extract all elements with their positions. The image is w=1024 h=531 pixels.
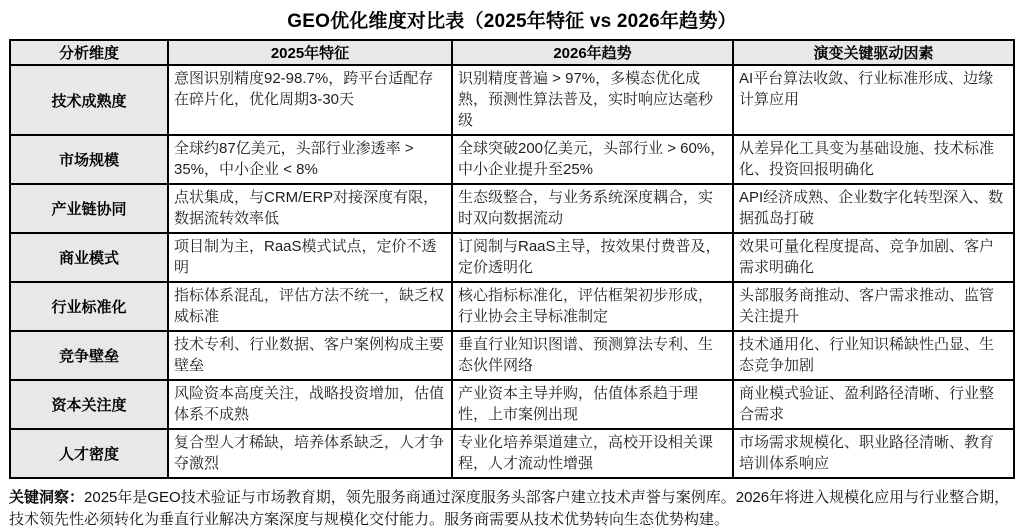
cell-drivers: 技术通用化、行业知识稀缺性凸显、生态竞争加剧	[733, 331, 1014, 380]
row-label: 资本关注度	[10, 380, 168, 429]
cell-drivers: 头部服务商推动、客户需求推动、监管关注提升	[733, 282, 1014, 331]
cell-drivers: API经济成熟、企业数字化转型深入、数据孤岛打破	[733, 184, 1014, 233]
cell-drivers: 市场需求规模化、职业路径清晰、教育培训体系响应	[733, 429, 1014, 478]
table-row-talent-density	[10, 429, 1014, 478]
column-header-dimension: 分析维度	[10, 40, 168, 65]
row-label: 商业模式	[10, 233, 168, 282]
cell-2025: 风险资本高度关注，战略投资增加，估值体系不成熟	[168, 380, 452, 429]
cell-2026: 生态级整合，与业务系统深度耦合，实时双向数据流动	[452, 184, 733, 233]
table-row-business-model	[10, 233, 1014, 282]
row-label: 产业链协同	[10, 184, 168, 233]
cell-drivers: 从差异化工具变为基础设施、技术标准化、投资回报明确化	[733, 135, 1014, 184]
cell-2025: 点状集成，与CRM/ERP对接深度有限，数据流转效率低	[168, 184, 452, 233]
cell-drivers: 商业模式验证、盈利路径清晰、行业整合需求	[733, 380, 1014, 429]
table-row-competitive-moat	[10, 331, 1014, 380]
cell-2026: 订阅制与RaaS主导，按效果付费普及，定价透明化	[452, 233, 733, 282]
row-label: 行业标准化	[10, 282, 168, 331]
table-row-capital-attention	[10, 380, 1014, 429]
row-label: 人才密度	[10, 429, 168, 478]
comparison-table	[9, 39, 1015, 479]
cell-2026: 专业化培养渠道建立，高校开设相关课程，人才流动性增强	[452, 429, 733, 478]
cell-2025: 意图识别精度92-98.7%，跨平台适配存在碎片化，优化周期3-30天	[168, 65, 452, 135]
key-insight-label: 关键洞察：	[9, 489, 85, 506]
cell-2026: 识别精度普遍 > 97%，多模态优化成熟，预测性算法普及，实时响应达毫秒级	[452, 65, 733, 135]
table-row-tech-maturity	[10, 65, 1014, 135]
column-header-2026: 2026年趋势	[452, 40, 733, 65]
cell-2026: 垂直行业知识图谱、预测算法专利、生态伙伴网络	[452, 331, 733, 380]
row-label: 技术成熟度	[10, 65, 168, 135]
cell-2025: 复合型人才稀缺，培养体系缺乏，人才争夺激烈	[168, 429, 452, 478]
page-title: GEO优化维度对比表（2025年特征 vs 2026年趋势）	[287, 11, 737, 32]
table-row-industry-chain	[10, 184, 1014, 233]
column-header-2025: 2025年特征	[168, 40, 452, 65]
cell-2026: 核心指标标准化，评估框架初步形成，行业协会主导标准制定	[452, 282, 733, 331]
cell-drivers: AI平台算法收敛、行业标准形成、边缘计算应用	[733, 65, 1014, 135]
column-header-drivers: 演变关键驱动因素	[733, 40, 1014, 65]
cell-2026: 产业资本主导并购，估值体系趋于理性，上市案例出现	[452, 380, 733, 429]
cell-drivers: 效果可量化程度提高、竞争加剧、客户需求明确化	[733, 233, 1014, 282]
row-label: 竞争壁垒	[10, 331, 168, 380]
cell-2026: 全球突破200亿美元，头部行业 > 60%，中小企业提升至25%	[452, 135, 733, 184]
table-row-standardization	[10, 282, 1014, 331]
key-insight-text: 2025年是GEO技术验证与市场教育期，领先服务商通过深度服务头部客户建立技术声誉与案例库。2026年将进入规模化应用与行业整合期，技术领先性必须转化为垂直行业解决方案深度与规模化交付能力。服务商需要从技术优势转向生态优势构建。	[9, 489, 1010, 528]
cell-2025: 指标体系混乱，评估方法不统一，缺乏权威标准	[168, 282, 452, 331]
table-header-row	[10, 40, 1014, 65]
table-row-market-size	[10, 135, 1014, 184]
cell-2025: 全球约87亿美元，头部行业渗透率 > 35%，中小企业 < 8%	[168, 135, 452, 184]
row-label: 市场规模	[10, 135, 168, 184]
cell-2025: 项目制为主，RaaS模式试点，定价不透明	[168, 233, 452, 282]
key-insight	[9, 487, 1015, 531]
cell-2025: 技术专利、行业数据、客户案例构成主要壁垒	[168, 331, 452, 380]
